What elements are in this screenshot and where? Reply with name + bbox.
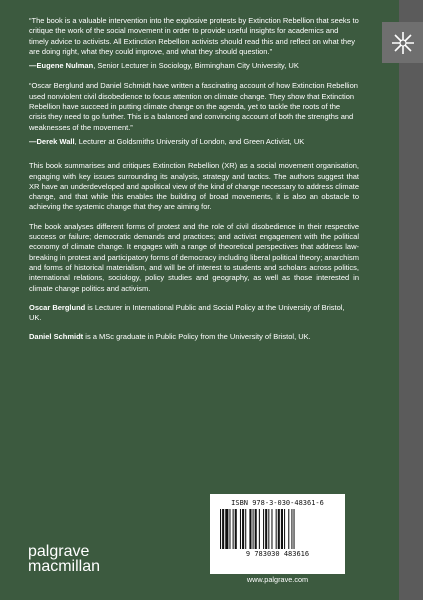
endorser-name: —Eugene Nulman <box>29 61 94 71</box>
endorsement-attribution <box>29 137 359 147</box>
publisher-logo <box>28 544 100 574</box>
author-bio-text: is Lecturer in International Public and Social Policy at the University of Bristol, UK. <box>29 302 345 323</box>
barcode-panel <box>210 494 345 574</box>
author-name: Daniel Schmidt <box>29 332 84 342</box>
springer-logo-icon <box>382 22 423 63</box>
isbn-label: ISBN 978-3-030-48361-6 <box>231 499 324 507</box>
author-name: Oscar Berglund <box>29 302 86 312</box>
publisher-website: www.palgrave.com <box>246 575 309 584</box>
barcode-digits: 9 783030 483616 <box>245 550 310 558</box>
endorsement-quote: “Oscar Berglund and Daniel Schmidt have written a fascinating account of how Extinction Rebellion used nonviolent civil disobedience to focus attention on climate change. They show that Extinction Rebellion have succeed in putting climate change on the agenda, yet to tackle the roots of the crisis they need to go further. This is a balanced and convincing account of both the strengths and weaknesses of the movement.” <box>29 81 358 132</box>
endorser-name: —Derek Wall <box>29 136 75 146</box>
description-paragraph: This book summarises and critiques Extinction Rebellion (XR) as a social movement organisation, engaging with key issues surrounding its analysis, strategy and tactics. The authors suggest that XR have an underdeveloped and apolitical view of the kind of change necessary to address climate change, and that while this enables the building of broad movements, it is also an obstacle to achieving the systemic change that they are aiming for. <box>29 161 359 212</box>
author-bio <box>29 332 359 342</box>
author-bio-text: is a MSc graduate in Public Policy from the University of Bristol, UK. <box>83 332 311 342</box>
description-paragraph: The book analyses different forms of protest and the role of civil disobedience in their respective success or failure; democratic demands and practices; and activist engagement with the political economy of climate change. It engages with a range of theoretical perspectives that address law-breaking in protest and participatory forms of democracy including liberal political theory; anarchism and forms of historical materialism, and will be of interest to students and scholars across politics, international relations, sociology, policy studies and geography, as well as those interested in climate change politics and activism. <box>29 221 359 293</box>
author-bio <box>29 303 359 324</box>
endorser-role: , Lecturer at Goldsmiths University of London, and Green Activist, UK <box>74 136 305 146</box>
endorsement-attribution <box>29 61 359 71</box>
endorsement-quote: “The book is a valuable intervention into the explosive protests by Extinction Rebellion that seeks to critique the work of the social movement in order to provide useful insights for academics and timely advice to activists. All Extinction Rebellion activists should read this and reflect on what they are doing right, what they could improve, and what they should question.” <box>29 16 359 56</box>
back-cover-text <box>29 16 359 352</box>
endorser-role: , Senior Lecturer in Sociology, Birmingham City University, UK <box>93 61 299 71</box>
publisher-line2: macmillan <box>28 558 101 575</box>
springer-horse-icon <box>390 30 416 56</box>
publisher-line1: palgrave <box>28 543 90 560</box>
barcode-icon <box>218 509 337 549</box>
spine-strip <box>399 0 423 600</box>
